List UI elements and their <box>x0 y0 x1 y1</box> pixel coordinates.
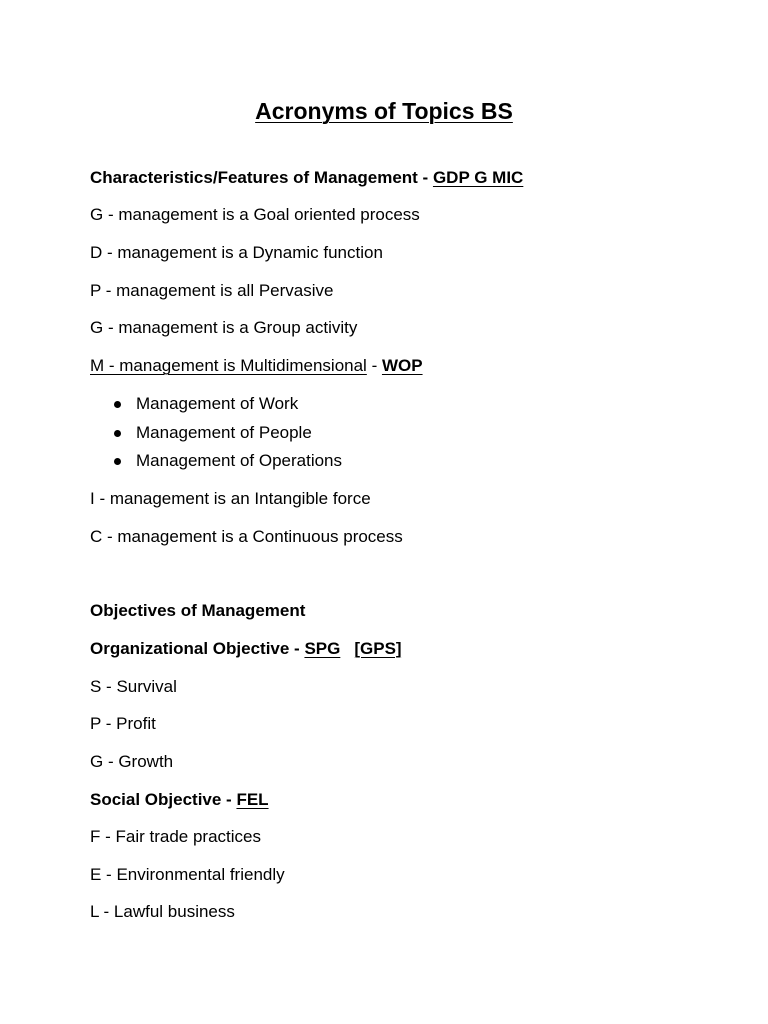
subheading-social <box>90 789 269 811</box>
bullet-dot-icon <box>114 401 121 408</box>
bullet-text: Management of Operations <box>136 451 343 470</box>
bullet-list-wop <box>112 393 342 479</box>
section-heading-characteristics <box>90 167 523 189</box>
list-item: E - Environmental friendly <box>90 865 285 884</box>
acronym-gps: [GPS] <box>354 639 402 658</box>
list-item: P - management is all Pervasive <box>90 281 334 300</box>
list-item-multidimensional <box>90 355 423 377</box>
bullet-dot-icon <box>114 458 121 465</box>
acronym-wop: WOP <box>381 356 423 375</box>
subheading-text: Organizational Objective - <box>90 639 305 658</box>
separator: - <box>366 356 382 375</box>
list-item: F - Fair trade practices <box>90 827 261 846</box>
bullet-item <box>112 422 342 451</box>
list-item: G - management is a Group activity <box>90 318 358 337</box>
list-item: G - management is a Goal oriented process <box>90 205 420 224</box>
page-title <box>0 96 768 126</box>
bullet-text: Management of Work <box>136 394 299 413</box>
bullet-text: Management of People <box>136 422 312 442</box>
bullet-item <box>112 450 342 479</box>
list-item: G - Growth <box>90 752 174 771</box>
section-heading-objectives: Objectives of Management <box>90 601 306 620</box>
page-title-text: Acronyms of Topics BS <box>255 98 513 124</box>
list-item: C - management is a Continuous process <box>90 527 403 546</box>
list-item: P - Profit <box>90 714 156 733</box>
acronym-spg: SPG <box>304 639 341 658</box>
bullet-dot-icon <box>114 430 121 437</box>
acronym-gdpgmic: GDP G MIC <box>432 168 524 187</box>
subheading-text: Social Objective - <box>90 790 237 809</box>
list-item: L - Lawful business <box>90 902 235 921</box>
list-item: I - management is an Intangible force <box>90 489 371 508</box>
acronym-fel: FEL <box>236 790 269 809</box>
section-heading-text: Characteristics/Features of Management - <box>90 168 433 187</box>
subheading-organizational <box>90 638 402 660</box>
list-item: S - Survival <box>90 677 177 696</box>
bullet-item <box>112 393 342 422</box>
list-item: D - management is a Dynamic function <box>90 243 383 262</box>
multidimensional-text: M - management is Multidimensional <box>90 356 367 375</box>
